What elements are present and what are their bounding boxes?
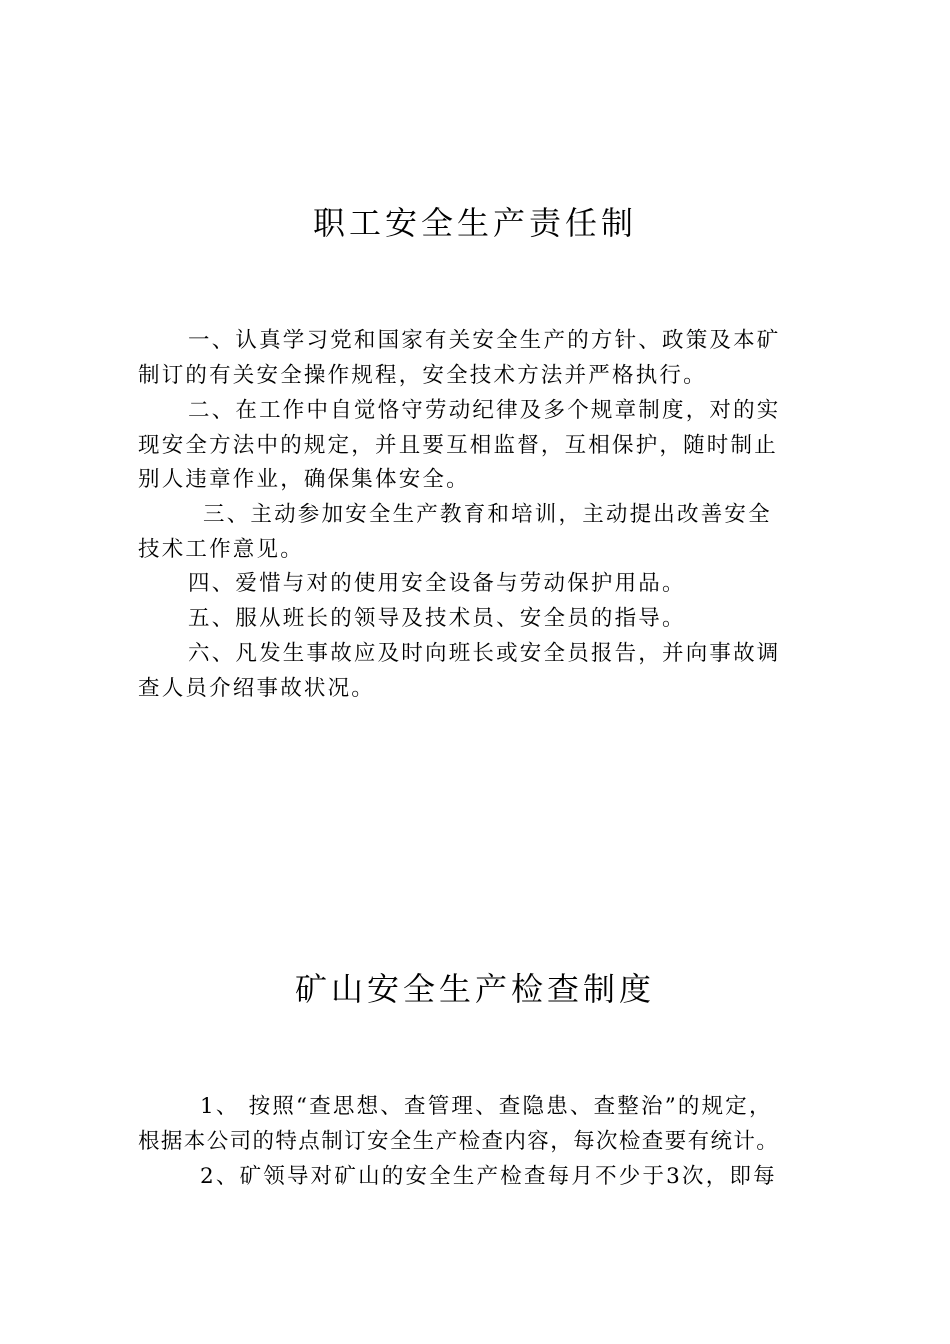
paragraph-line: 制订的有关安全操作规程，安全技术方法并严格执行。 — [138, 363, 707, 388]
section1-title: 职工安全生产责任制 — [312, 204, 637, 242]
paragraph-line: 现安全方法中的规定，并且要互相监督，互相保护，随时制止 — [138, 433, 778, 458]
paragraph-line: 2、矿领导对矿山的安全生产检查每月不少于3次，即每 — [200, 1164, 777, 1189]
paragraph-line: 1、 按照“查思想、查管理、查隐患、查整治”的规定， — [200, 1094, 773, 1119]
paragraph-line: 四、爱惜与对的使用安全设备与劳动保护用品。 — [188, 571, 686, 596]
section2-title: 矿山安全生产检查制度 — [294, 970, 655, 1008]
paragraph-line: 一、认真学习党和国家有关安全生产的方针、政策及本矿 — [188, 328, 781, 353]
paragraph-line: 查人员介绍事故状况。 — [138, 676, 376, 701]
paragraph-line: 二、在工作中自觉恪守劳动纪律及多个规章制度，对的实 — [188, 398, 781, 423]
paragraph-line: 技术工作意见。 — [138, 537, 304, 562]
paragraph-line: 根据本公司的特点制订安全生产检查内容，每次检查要有统计。 — [138, 1129, 780, 1154]
paragraph-line: 别人违章作业，确保集体安全。 — [138, 467, 470, 492]
paragraph-line: 六、凡发生事故应及时向班长或安全员报告，并向事故调 — [188, 641, 781, 666]
paragraph-line: 五、服从班长的领导及技术员、安全员的指导。 — [188, 606, 686, 631]
paragraph-line: 三、主动参加安全生产教育和培训，主动提出改善安全 — [203, 502, 772, 527]
